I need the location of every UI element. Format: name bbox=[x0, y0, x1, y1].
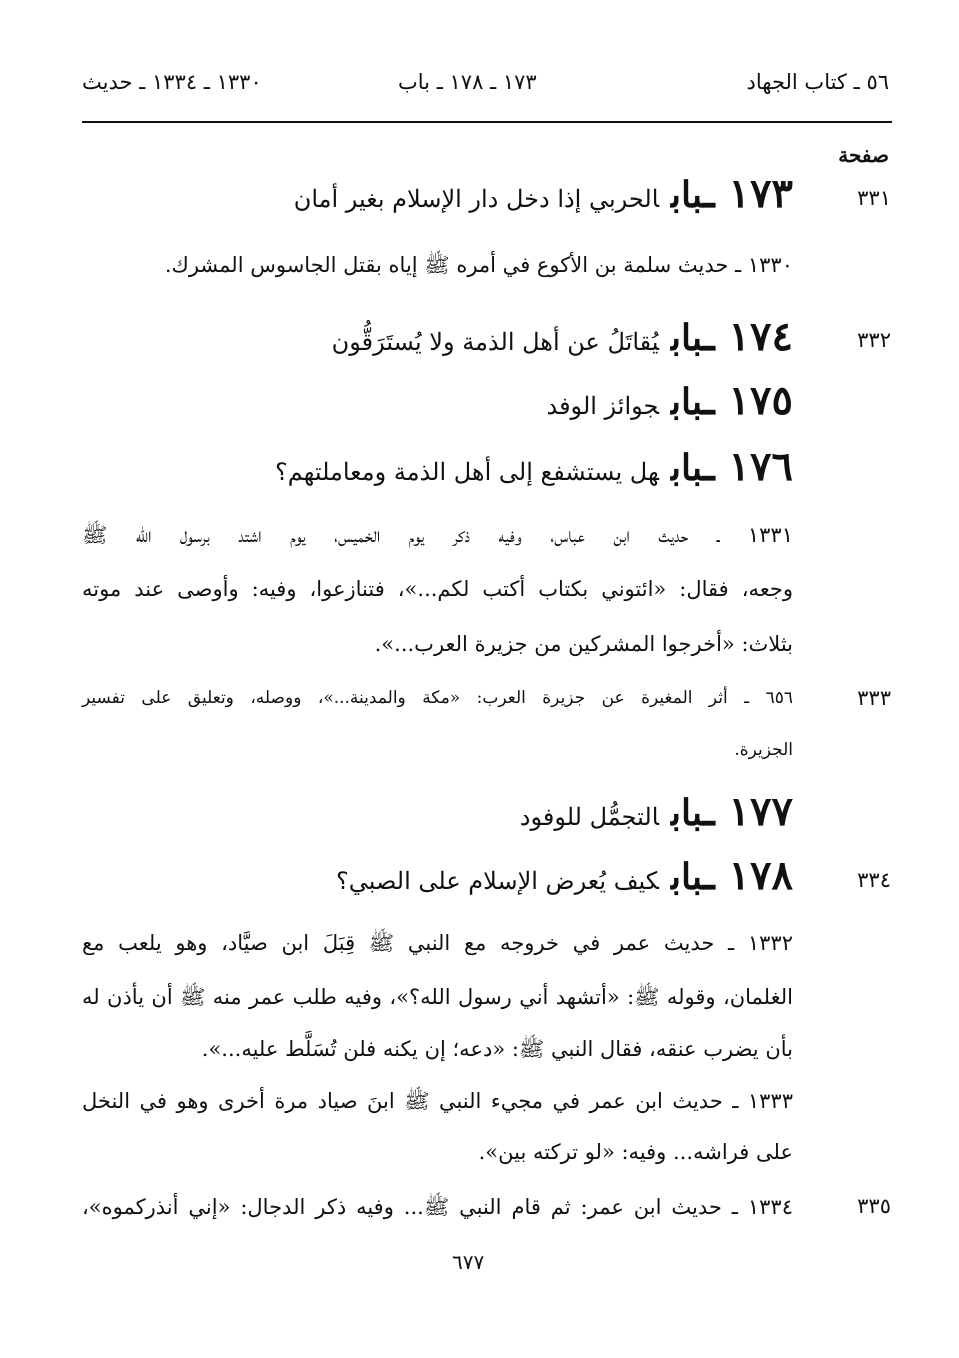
chapter-heading bbox=[332, 313, 793, 360]
chapter-word: باب bbox=[671, 174, 703, 216]
chapter-title: الحربي إذا دخل دار الإسلام بغير أمان bbox=[293, 185, 660, 213]
hadith-entry-line: ١٣٣٣ ـ حديث ابن عمر في مجيء النبي ﷺ ابنَ صياد مرة أخرى وهو في النخل bbox=[82, 1089, 793, 1113]
hadith-entry-line: ١٣٣٤ ـ حديث ابن عمر: ثم قام النبي ﷺ... وفيه ذكر الدجال: «إني أنذركموه»، bbox=[82, 1195, 793, 1219]
chapter-word: باب bbox=[671, 792, 703, 834]
header-rule bbox=[82, 121, 892, 123]
hadith-entry-line: وجعه، فقال: «ائتوني بكتاب أكتب لكم...»، فتنازعوا، وفيه: وأوصى عند موته bbox=[82, 577, 793, 601]
chapter-heading bbox=[336, 852, 793, 899]
chapter-title: جوائز الوفد bbox=[546, 392, 660, 420]
chapter-number: ١٧٦ ـ bbox=[702, 443, 793, 490]
chapter-word: باب bbox=[671, 856, 703, 898]
chapter-heading bbox=[520, 788, 793, 835]
hadith-entry-line: بثلاث: «أخرجوا المشركين من جزيرة العرب...». bbox=[374, 632, 793, 656]
entry-page-number: ٣٣٥ bbox=[857, 1194, 891, 1218]
chapter-number: ١٧٤ ـ bbox=[702, 313, 793, 360]
chapter-word: باب bbox=[671, 381, 703, 423]
athar-entry-line: الجزيرة. bbox=[734, 740, 793, 760]
page-number: ٦٧٧ bbox=[452, 1250, 485, 1274]
chapter-page-number: ٣٣٢ bbox=[857, 328, 891, 352]
hadith-entry: ١٣٣٠ ـ حديث سلمة بن الأكوع في أمره ﷺ إياه بقتل الجاسوس المشرك. bbox=[164, 253, 793, 277]
chapter-title: هل يستشفع إلى أهل الذمة ومعاملتهم؟ bbox=[275, 458, 660, 486]
hadith-entry-line: على فراشه... وفيه: «لو تركته بين». bbox=[478, 1140, 793, 1164]
page-column-label: صفحة bbox=[838, 143, 889, 167]
chapter-heading bbox=[546, 377, 793, 424]
chapter-title: التجمُّل للوفود bbox=[519, 803, 660, 831]
hadith-entry-line: ١٣٣٢ ـ حديث عمر في خروجه مع النبي ﷺ قِبَلَ ابن صيَّاد، وهو يلعب مع bbox=[82, 931, 793, 955]
header-hadith-range: ١٣٣٠ ـ ١٣٣٤ ـ حديث bbox=[82, 70, 262, 94]
hadith-entry-line: بأن يضرب عنقه، فقال النبي ﷺ: «دعه؛ إن يكنه فلن تُسَلَّط عليه...». bbox=[201, 1037, 793, 1061]
chapter-number: ١٧٣ ـ bbox=[702, 170, 793, 217]
chapter-word: باب bbox=[671, 447, 703, 489]
athar-entry-line: ٦٥٦ ـ أثر المغيرة عن جزيرة العرب: «مكة والمدينة...»، ووصله، وتعليق على تفسير bbox=[82, 688, 793, 708]
chapter-title: كيف يُعرض الإسلام على الصبي؟ bbox=[335, 867, 660, 895]
header-book-title: ٥٦ ـ كتاب الجهاد bbox=[746, 70, 889, 94]
chapter-word: باب bbox=[671, 317, 703, 359]
chapter-heading bbox=[275, 443, 793, 490]
entry-page-number: ٣٣٣ bbox=[857, 686, 891, 710]
chapter-number: ١٧٥ ـ bbox=[702, 377, 793, 424]
hadith-entry-line: ١٣٣١ ـ حديث ابن عباس، وفيه ذكر يوم الخميس، يوم اشتد برسول الله ﷺ bbox=[82, 523, 793, 547]
chapter-heading bbox=[294, 170, 793, 217]
chapter-title: يُقاتَلُ عن أهل الذمة ولا يُستَرَقُّون bbox=[331, 328, 660, 356]
chapter-number: ١٧٨ ـ bbox=[702, 852, 793, 899]
chapter-page-number: ٣٣٤ bbox=[857, 868, 891, 892]
header-chapter-range: ١٧٣ ـ ١٧٨ ـ باب bbox=[398, 70, 537, 94]
chapter-number: ١٧٧ ـ bbox=[702, 788, 793, 835]
chapter-page-number: ٣٣١ bbox=[857, 186, 891, 210]
hadith-entry-line: الغلمان، وقوله ﷺ: «أتشهد أني رسول الله؟»، وفيه طلب عمر منه ﷺ أن يأذن له bbox=[82, 985, 793, 1009]
